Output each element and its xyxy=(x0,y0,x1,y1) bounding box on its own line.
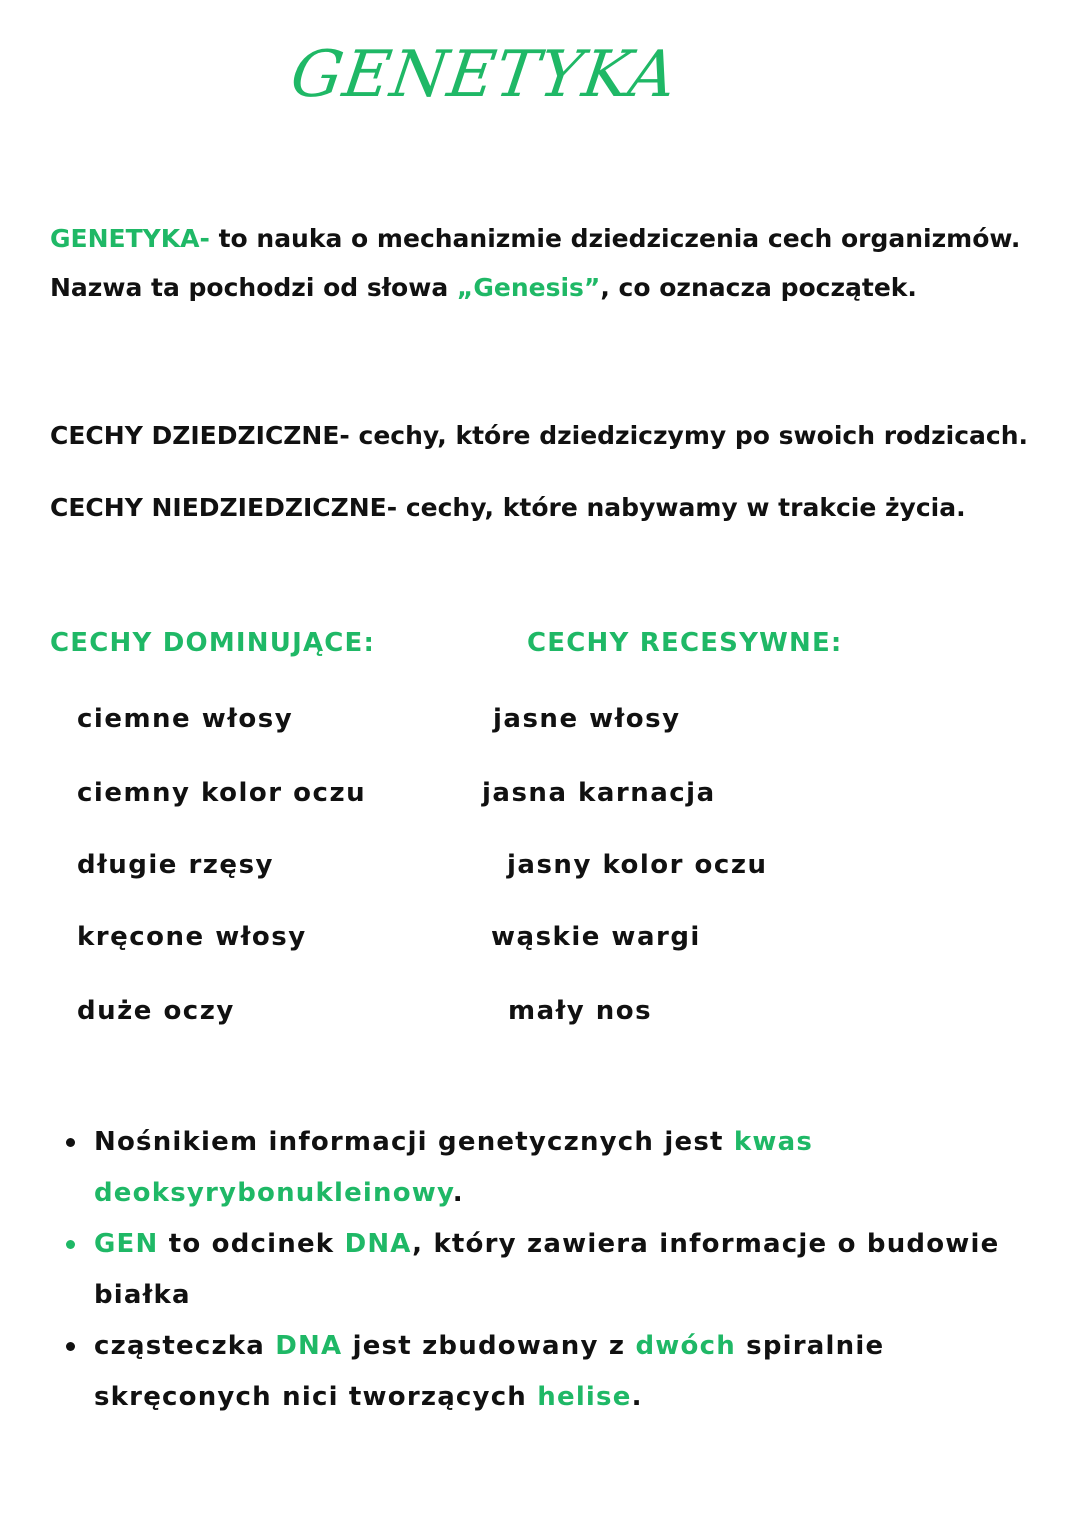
list-item xyxy=(62,1219,1042,1321)
bullet-text: to odcinek xyxy=(158,1229,345,1259)
bullet-icon xyxy=(66,1240,75,1249)
bullet-icon xyxy=(66,1342,75,1351)
list-item xyxy=(62,1321,1042,1423)
dominant-trait: duże oczy xyxy=(77,996,235,1026)
list-item xyxy=(62,1117,1042,1219)
definition-inherited xyxy=(50,411,1040,460)
fact-list xyxy=(62,1117,1042,1423)
dominant-trait: ciemny kolor oczu xyxy=(77,778,367,808)
bullet-text: , który zawiera informacje o budowie białka xyxy=(94,1229,1000,1310)
bullet-highlight: GEN xyxy=(94,1229,159,1259)
dominant-heading: CECHY DOMINUJĄCE: xyxy=(50,628,376,658)
bullet-highlight: DNA xyxy=(275,1331,343,1361)
recessive-trait: jasne włosy xyxy=(493,704,681,734)
bullet-text: . xyxy=(631,1382,643,1412)
definition-text: cechy, które dziedziczymy po swoich rodzicach. xyxy=(349,421,1029,450)
bullet-highlight: kwas deoksyrybonukleinowy xyxy=(94,1127,814,1208)
bullet-text: cząsteczka xyxy=(94,1331,276,1361)
dominant-trait: długie rzęsy xyxy=(77,850,274,880)
page-title: GENETYKA xyxy=(286,38,682,112)
recessive-trait: wąskie wargi xyxy=(491,922,701,952)
bullet-icon xyxy=(66,1138,75,1147)
definition-acquired xyxy=(50,483,1040,532)
intro-text: to nauka o mechanizmie dziedziczenia cech organizmów. Nazwa ta pochodzi od słowa xyxy=(50,224,1021,302)
bullet-text: Nośnikiem informacji genetycznych jest xyxy=(94,1127,734,1157)
intro-paragraph xyxy=(50,214,1040,312)
intro-term: GENETYKA- xyxy=(50,224,210,253)
intro-highlight: „Genesis” xyxy=(456,273,601,302)
recessive-trait: jasny kolor oczu xyxy=(507,850,768,880)
recessive-trait: mały nos xyxy=(508,996,653,1026)
bullet-text: . xyxy=(452,1178,464,1208)
definition-term: CECHY DZIEDZICZNE- xyxy=(50,421,350,450)
bullet-text: jest zbudowany z xyxy=(342,1331,636,1361)
recessive-trait: jasna karnacja xyxy=(482,778,716,808)
bullet-highlight: helise xyxy=(537,1382,632,1412)
bullet-highlight: DNA xyxy=(344,1229,413,1259)
definition-text: cechy, które nabywamy w trakcie życia. xyxy=(397,493,966,522)
recessive-heading: CECHY RECESYWNE: xyxy=(527,628,843,658)
intro-text-end: , co oznacza początek. xyxy=(600,273,917,302)
dominant-trait: ciemne włosy xyxy=(77,704,294,734)
dominant-trait: kręcone włosy xyxy=(77,922,307,952)
definition-term: CECHY NIEDZIEDZICZNE- xyxy=(50,493,398,522)
bullet-highlight: dwóch xyxy=(635,1331,736,1361)
bullet-text: spiralnie skręconych nici tworzących xyxy=(94,1331,885,1412)
